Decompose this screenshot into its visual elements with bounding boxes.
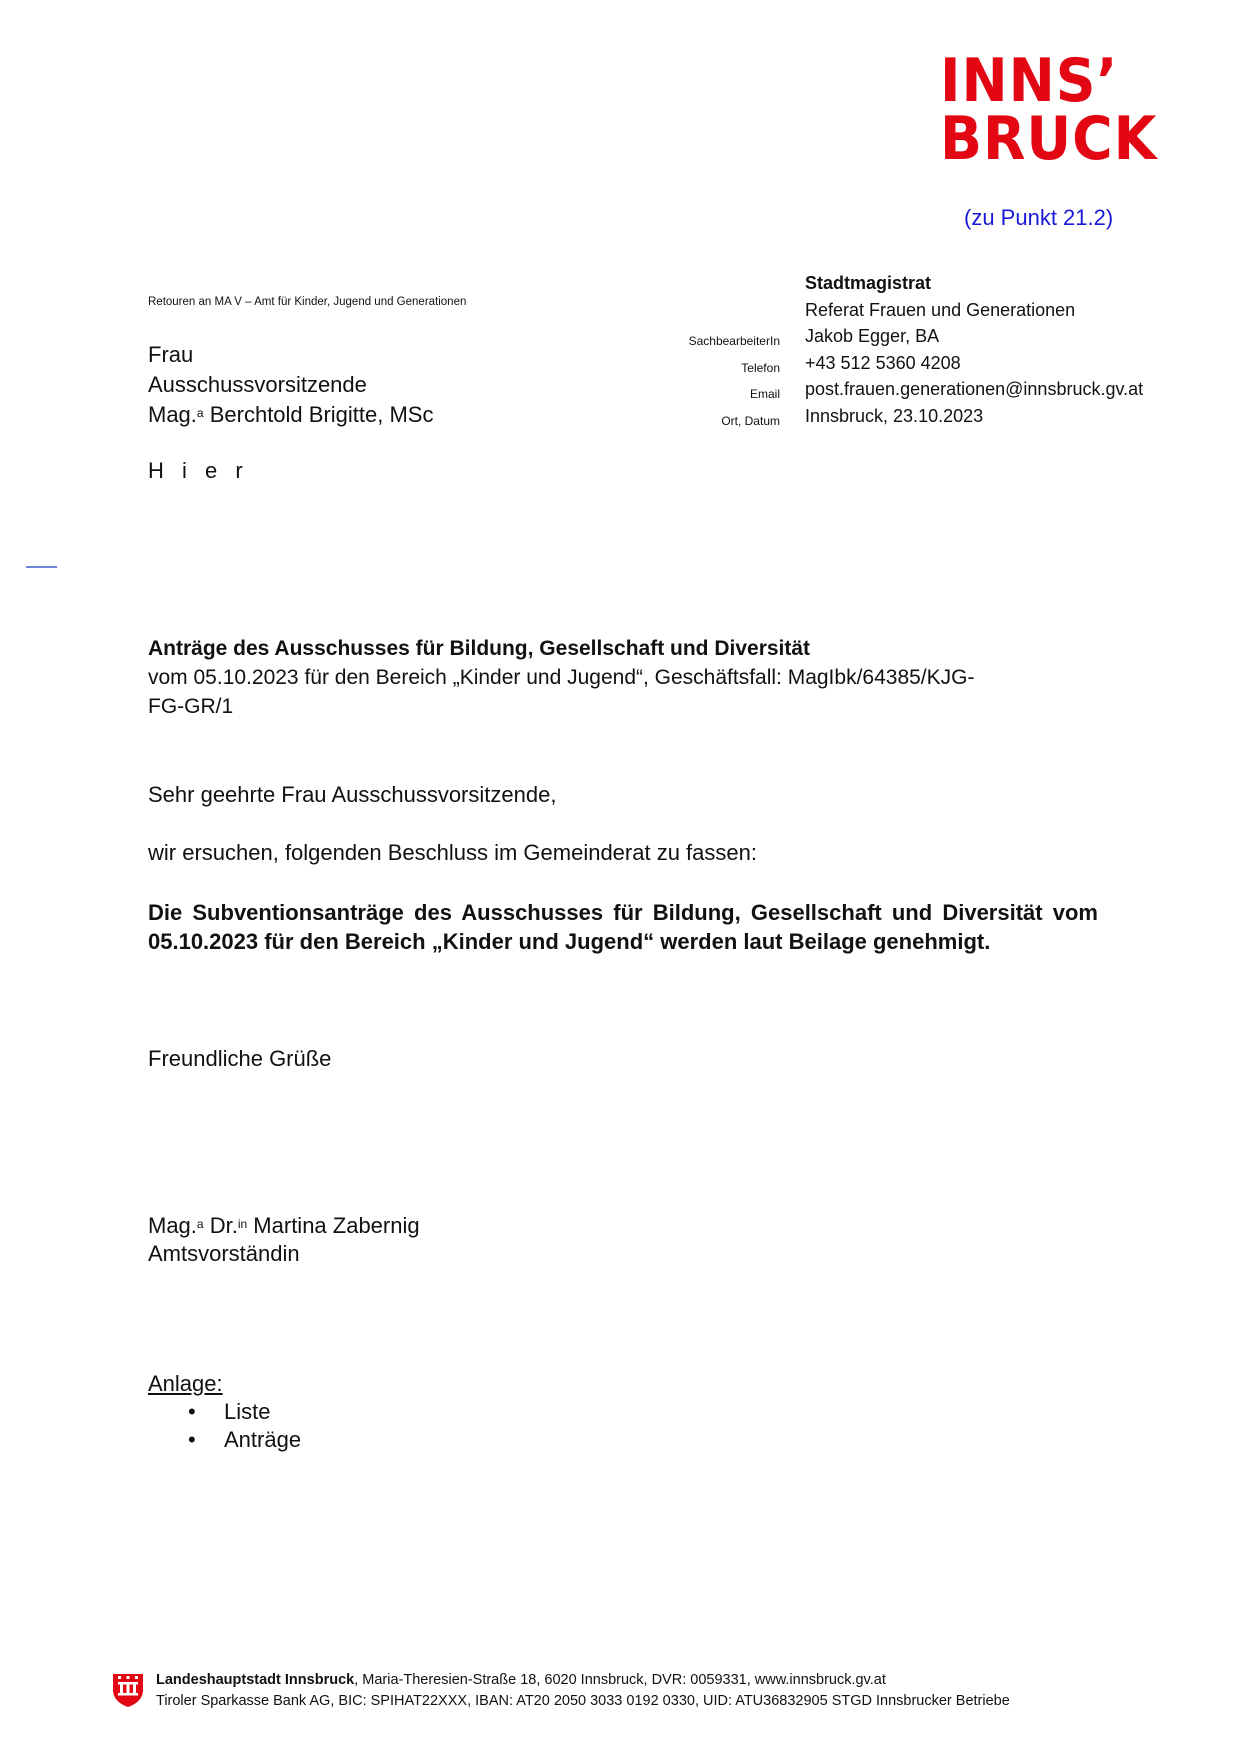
agenda-reference: (zu Punkt 21.2) xyxy=(964,205,1114,230)
attachments-block xyxy=(148,1370,301,1454)
signatory-title-1: Mag. xyxy=(148,1213,197,1238)
attachment-item-label: Anträge xyxy=(224,1427,302,1452)
recipient-role: Ausschussvorsitzende xyxy=(148,372,367,397)
footer-line-1 xyxy=(156,1670,1010,1691)
sender-place-date: Innsbruck, 23.10.2023 xyxy=(805,405,984,426)
signatory-title-2: Dr. xyxy=(203,1213,238,1238)
attachment-item xyxy=(148,1398,301,1426)
bullet-icon: • xyxy=(188,1399,196,1424)
footer-city: Landeshauptstadt Innsbruck xyxy=(156,1672,355,1688)
subject-title: Anträge des Ausschusses für Bildung, Gesellschaft und Diversität xyxy=(148,637,811,660)
attachments-label: Anlage: xyxy=(148,1371,223,1396)
label-clerk: SachbearbeiterIn xyxy=(688,334,780,348)
sender-clerk: Jakob Egger, BA xyxy=(805,326,940,346)
recipient-title: Mag. xyxy=(148,402,197,427)
signatory-role: Amtsvorständin xyxy=(148,1241,300,1266)
subject-line-3: FG-GR/1 xyxy=(148,695,234,718)
return-address-line: Retouren an MA V – Amt für Kinder, Jugend und Generationen xyxy=(148,296,467,308)
letter-salutation: Sehr geehrte Frau Ausschussvorsitzende, xyxy=(148,782,557,807)
logo-line-1: INNS’ xyxy=(940,46,1119,116)
label-email: Email xyxy=(749,387,780,401)
label-phone: Telefon xyxy=(741,360,780,375)
recipient-name: Berchtold Brigitte, MSc xyxy=(203,402,434,427)
subject-line-2: vom 05.10.2023 für den Bereich „Kinder und Jugend“, Geschäftsfall: MagIbk/64385/KJG- xyxy=(148,666,975,689)
letter-closing: Freundliche Grüße xyxy=(148,1046,332,1071)
bullet-icon: • xyxy=(188,1427,196,1452)
sender-phone: +43 512 5360 4208 xyxy=(805,352,961,373)
signatory-name-line xyxy=(148,1212,420,1240)
recipient-location: H i e r xyxy=(148,458,249,483)
signatory-title-2-sup: in xyxy=(237,1217,248,1231)
attachment-item-label: Liste xyxy=(224,1399,271,1424)
resolution-text: Die Subventionsanträge des Ausschusses für Bildung, Gesellschaft und Diversität vom 05.10.2023 für den Bereich „Kinder und Jugend“ werden laut Beilage genehmigt. xyxy=(148,900,1098,954)
recipient-name-line xyxy=(148,400,433,430)
innsbruck-logo xyxy=(940,46,1180,180)
sender-block xyxy=(805,270,1143,429)
crest-icon-svg xyxy=(112,1672,144,1708)
footer xyxy=(156,1670,1010,1712)
footer-address: , Maria-Theresien-Straße 18, 6020 Innsbruck, DVR: 0059331, www.innsbruck.gv.at xyxy=(354,1672,886,1688)
signatory-name: Martina Zabernig xyxy=(247,1213,420,1238)
recipient-salutation: Frau xyxy=(148,342,194,367)
margin-mark xyxy=(26,566,57,568)
attachment-item xyxy=(148,1426,301,1454)
letter-request: wir ersuchen, folgenden Beschluss im Gemeinderat zu fassen: xyxy=(148,840,757,865)
signature-block xyxy=(148,1212,420,1268)
recipient-block xyxy=(148,340,433,430)
logo-line-2: BRUCK xyxy=(940,104,1158,174)
subject-block xyxy=(148,634,1098,721)
attachments-list xyxy=(148,1398,301,1454)
signatory-title-1-sup: a xyxy=(196,1217,204,1231)
sender-labels xyxy=(640,328,780,434)
sender-department: Referat Frauen und Generationen xyxy=(805,299,1076,320)
recipient-title-sup: a xyxy=(196,406,204,420)
sender-organization: Stadtmagistrat xyxy=(805,273,932,293)
label-place-date: Ort, Datum xyxy=(721,413,780,428)
footer-line-2: Tiroler Sparkasse Bank AG, BIC: SPIHAT22XXX, IBAN: AT20 2050 3033 0192 0330, UID: ATU36832905 STGD Innsbrucker Betriebe xyxy=(156,1693,1010,1709)
city-crest-icon xyxy=(112,1672,144,1708)
sender-email: post.frauen.generationen@innsbruck.gv.at xyxy=(805,379,1144,399)
